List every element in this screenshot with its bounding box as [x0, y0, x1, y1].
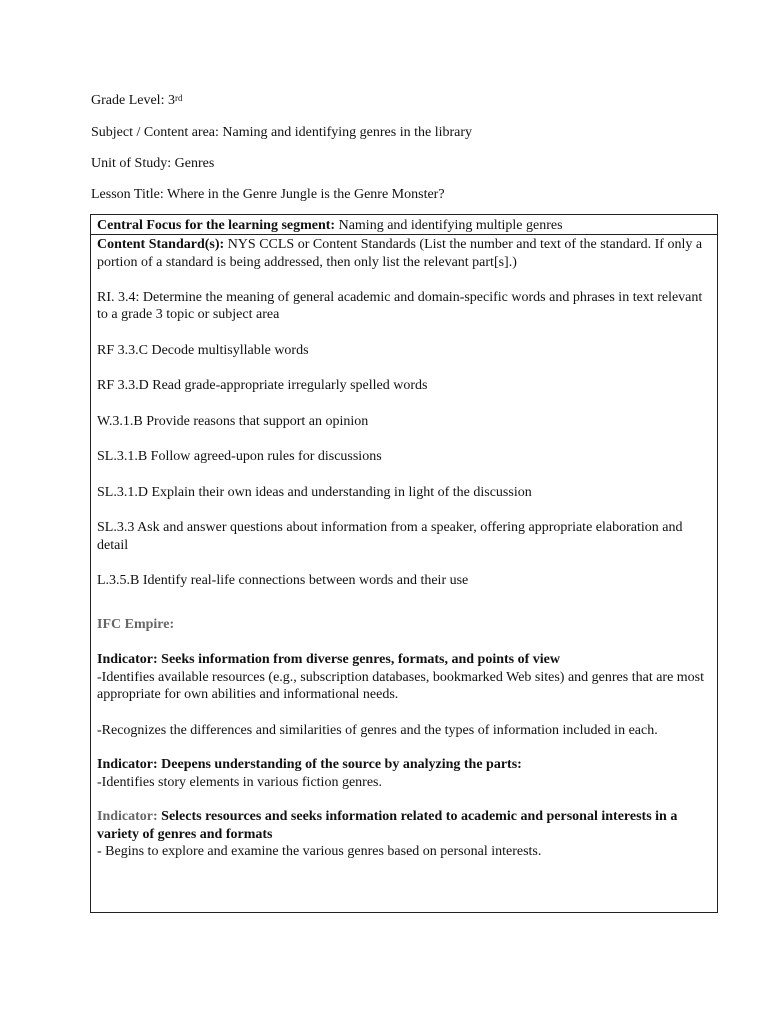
indicator-3-title-text: Selects resources and seeks information related to academic and personal interests in a variety of genres and formats [97, 809, 678, 842]
standard-item: W.3.1.B Provide reasons that support an opinion [97, 413, 369, 429]
subject-content-area: Subject / Content area: Naming and identifying genres in the library [91, 125, 473, 140]
standard-item: SL.3.3 Ask and answer questions about information from a speaker, offering appropriate elaboration and detail [97, 520, 683, 553]
standard-item: L.3.5.B Identify real-life connections between words and their use [97, 573, 469, 588]
standard-item: RF 3.3.C Decode multisyllable words [97, 342, 309, 358]
lesson-title: Lesson Title: Where in the Genre Jungle is the Genre Monster? [91, 187, 445, 202]
content-standards-label: Content Standard(s): [97, 237, 225, 252]
unit-of-study: Unit of Study: Genres [91, 156, 215, 171]
indicator-3-text: - Begins to explore and examine the various genres based on personal interests. [97, 844, 542, 859]
content-standards-intro [97, 236, 711, 271]
ifc-empire-heading: IFC Empire: [97, 616, 175, 632]
standards-cell [97, 236, 711, 861]
indicator-1-text: -Identifies available resources (e.g., subscription databases, bookmarked Web sites) and genres that are most appropriate for own abilities and informational needs. [97, 669, 705, 702]
content-standards-intro-text: NYS CCLS or Content Standards (List the number and text of the standard. If only a portion of a standard is being addressed, then only list the relevant part[s].) [97, 237, 703, 270]
grade-level-suffix: rd [174, 93, 183, 103]
indicator-1-text-2: -Recognizes the differences and similarities of genres and the types of information included in each. [97, 722, 658, 738]
lesson-plan-table [90, 214, 718, 913]
standard-item: RI. 3.4: Determine the meaning of general academic and domain-specific words and phrases in text relevant to a grade 3 topic or subject area [97, 289, 703, 322]
grade-level-text: Grade Level: 3 [91, 93, 175, 108]
central-focus-row [91, 215, 717, 235]
central-focus-value: Naming and identifying multiple genres [335, 218, 563, 233]
indicator-2-title: Indicator: Deepens understanding of the source by analyzing the parts: [97, 757, 522, 772]
standard-item: RF 3.3.D Read grade-appropriate irregularly spelled words [97, 378, 428, 393]
indicator-3-label: Indicator: [97, 809, 158, 824]
indicator-1-title: Indicator: Seeks information from diverse genres, formats, and points of view [97, 652, 561, 667]
central-focus-label: Central Focus for the learning segment: [97, 218, 336, 233]
standard-item: SL.3.1.D Explain their own ideas and understanding in light of the discussion [97, 484, 532, 500]
indicator-3-title [97, 808, 711, 843]
grade-level [91, 92, 182, 110]
standard-item: SL.3.1.B Follow agreed-upon rules for discussions [97, 449, 382, 464]
indicator-2-text: -Identifies story elements in various fiction genres. [97, 774, 382, 790]
